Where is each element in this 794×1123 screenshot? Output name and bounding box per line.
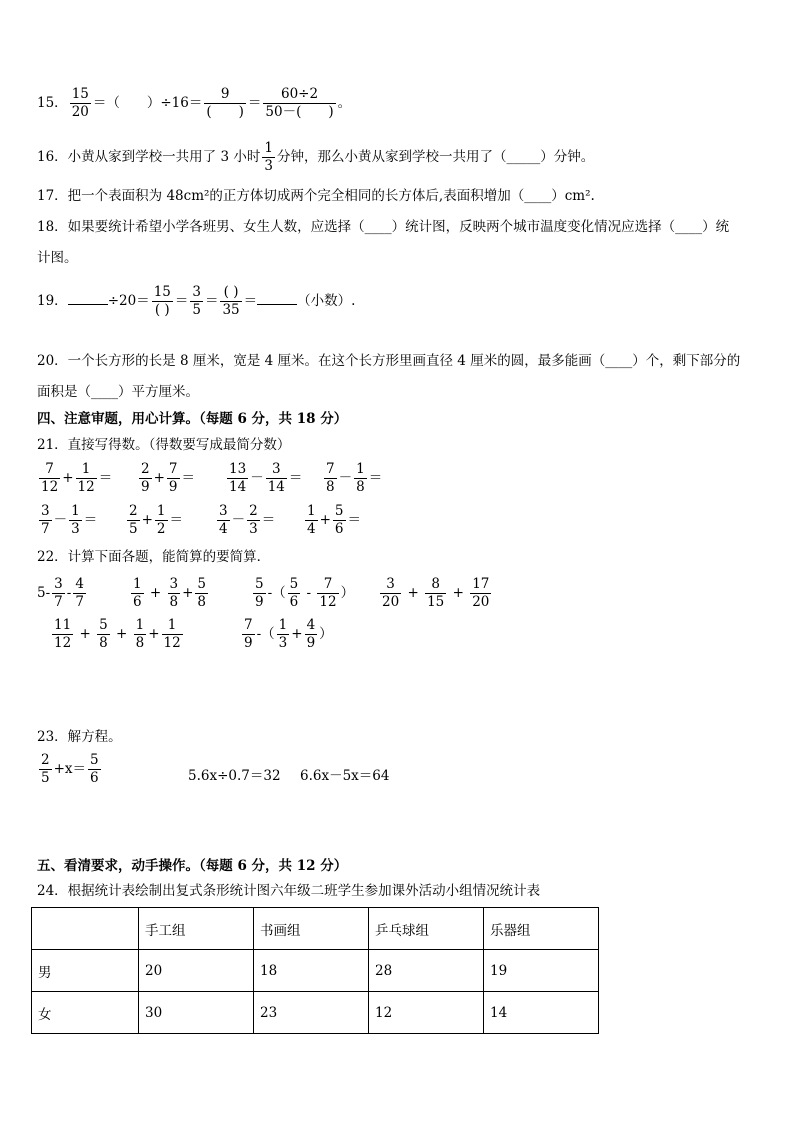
denominator: 5 [41, 770, 50, 786]
q15-number: 15． [37, 95, 68, 111]
table-cell: 23 [254, 992, 369, 1034]
numerator: 9 [220, 86, 230, 102]
fraction [262, 140, 275, 175]
numerator: ( ) [223, 284, 239, 300]
fraction [168, 576, 181, 611]
question-15 [37, 86, 351, 121]
fraction [425, 576, 446, 611]
question-18-line1: 18．如果要统计希望小学各班男、女生人数，应选择（____）统计图，反映两个城市温度变化情况应选择（____）统 [37, 219, 730, 235]
denominator: 20 [382, 594, 400, 610]
fraction [97, 617, 110, 652]
operator: + [115, 626, 128, 642]
table-cell: 20 [139, 950, 254, 992]
activity-statistics-table [31, 907, 599, 1034]
operator: + [149, 585, 162, 601]
fraction [155, 503, 168, 538]
fraction [277, 617, 290, 652]
denominator: 8 [169, 594, 179, 610]
q19-post: （小数）. [297, 293, 356, 309]
q19-eq: ＝ [204, 293, 219, 309]
q19-eq: ＝ [243, 293, 258, 309]
fraction [39, 461, 60, 496]
fraction [195, 576, 208, 611]
numerator: 5 [197, 576, 206, 592]
numerator: 1 [71, 503, 80, 519]
numerator: 1 [356, 461, 365, 477]
denominator: 8 [99, 635, 108, 651]
q21-expression [215, 503, 275, 538]
numerator: 11 [54, 617, 72, 633]
denominator: 14 [267, 479, 285, 495]
fraction [152, 284, 173, 319]
answer-blank [68, 304, 108, 305]
fraction [380, 576, 401, 611]
numerator: 1 [264, 140, 273, 156]
fraction [288, 576, 301, 611]
denominator: 4 [219, 521, 228, 537]
numerator: 13 [229, 461, 247, 477]
fraction [162, 617, 183, 652]
q21-expression [322, 461, 382, 496]
equals: ＝ [98, 470, 113, 486]
denominator: 35 [222, 302, 240, 318]
denominator: 20 [472, 594, 490, 610]
table-cell: 19 [484, 950, 599, 992]
q15-end: 。 [337, 95, 352, 111]
question-21-title: 21．直接写得数。（得数要写成最简分数） [37, 437, 291, 453]
q22-expression-5 [50, 617, 185, 652]
fraction [52, 617, 73, 652]
denominator: 15 [427, 594, 445, 610]
numerator: 1 [167, 617, 177, 633]
equals: ＝ [288, 470, 303, 486]
denominator: 50－( ) [265, 104, 334, 120]
operator: － [53, 512, 68, 528]
q21-expression [225, 461, 302, 496]
numerator: 17 [472, 576, 490, 592]
numerator: 1 [307, 503, 316, 519]
question-23-title: 23．解方程。 [37, 729, 122, 745]
numerator: 3 [192, 284, 201, 300]
q19-eq: ＝ [174, 293, 189, 309]
q21-expression [303, 503, 361, 538]
q22-expression-4 [378, 576, 493, 611]
question-20-line1: 20．一个长方形的长是 8 厘米，宽是 4 厘米。在这个长方形里画直径 4 厘米的圆，最多能画（____）个，剩下部分的 [37, 353, 741, 369]
question-17: 17．把一个表面积为 48cm²的正方体切成两个完全相同的长方体后,表面积增加（____）cm². [37, 188, 595, 204]
operator: － [231, 512, 246, 528]
fraction [253, 576, 266, 611]
fraction [247, 503, 260, 538]
numerator: 15 [71, 86, 89, 102]
denominator: 5 [192, 302, 201, 318]
operator: + [319, 512, 331, 528]
fraction [167, 461, 180, 496]
fraction [190, 284, 203, 319]
q15-eq2: ＝ [247, 95, 262, 111]
table-cell: 14 [484, 992, 599, 1034]
question-20-line2: 面积是（____）平方厘米。 [37, 384, 199, 400]
denominator: 6 [133, 594, 142, 610]
numerator: 7 [244, 617, 253, 633]
denominator: 8 [326, 479, 335, 495]
denominator: 2 [156, 521, 166, 537]
denominator: 12 [54, 635, 72, 651]
equation-middle: +x＝ [53, 761, 87, 777]
denominator: 9 [168, 479, 178, 495]
question-16 [37, 140, 594, 175]
table-header-cell: 乒乓球组 [369, 908, 484, 950]
numerator: 2 [129, 503, 138, 519]
denominator: 8 [356, 479, 365, 495]
fraction [470, 576, 491, 611]
denominator: 9 [244, 635, 253, 651]
q21-expression [37, 461, 112, 496]
numerator: 5 [99, 617, 108, 633]
denominator: 12 [319, 594, 337, 610]
equals: ＝ [261, 512, 276, 528]
operator: -（ [267, 585, 286, 601]
denominator: 9 [306, 635, 316, 651]
question-24-title: 24．根据统计表绘制出复式条形统计图六年级二班学生参加课外活动小组情况统计表 [37, 883, 541, 899]
denominator: 7 [54, 594, 63, 610]
fraction [217, 503, 230, 538]
fraction [227, 461, 248, 496]
fraction [39, 503, 52, 538]
equals: ＝ [181, 470, 195, 486]
numerator: 2 [41, 752, 50, 768]
fraction [305, 503, 318, 538]
numerator: 5 [90, 752, 99, 768]
section-4-title: 四、注意审题，用心计算。（每题 6 分，共 18 分） [37, 411, 348, 427]
question-22-title: 22．计算下面各题，能简算的要简算． [37, 549, 271, 565]
fraction [127, 503, 140, 538]
table-cell: 12 [369, 992, 484, 1034]
fraction [220, 284, 241, 319]
q23-equation-2: 5.6x÷0.7＝32 [188, 768, 281, 784]
q19-div: ÷20＝ [107, 293, 150, 309]
table-header-row [32, 908, 599, 950]
denominator: 3 [249, 521, 258, 537]
question-19 [37, 284, 355, 319]
denominator: 14 [229, 479, 247, 495]
operator: － [250, 470, 264, 486]
question-18-line2: 计图。 [37, 250, 78, 266]
fraction [263, 86, 335, 121]
denominator: 8 [197, 594, 206, 610]
fraction [52, 576, 65, 611]
numerator: 3 [271, 461, 281, 477]
numerator: 15 [153, 284, 171, 300]
numerator: 7 [323, 576, 333, 592]
q15-eq1: ＝（ ）÷16＝ [92, 95, 203, 111]
fraction [266, 461, 287, 496]
operator: + [452, 585, 464, 601]
numerator: 4 [75, 576, 84, 592]
q23-equation-1 [37, 752, 103, 787]
numerator: 5 [289, 576, 299, 592]
numerator: 3 [54, 576, 63, 592]
operator: + [141, 512, 153, 528]
q16-post: 分钟，那么小黄从家到学校一共用了（_____）分钟。 [276, 149, 595, 165]
operator: － [338, 470, 353, 486]
q19-number: 19． [37, 293, 68, 309]
denominator: 9 [141, 479, 150, 495]
denominator: 3 [264, 158, 273, 174]
operator: + [291, 626, 303, 642]
lead: 5- [37, 585, 51, 601]
operator: + [153, 470, 165, 486]
table-cell: 男 [32, 950, 139, 992]
numerator: 5 [255, 576, 264, 592]
fraction [242, 617, 255, 652]
fraction [324, 461, 337, 496]
denominator: 8 [135, 635, 145, 651]
numerator: 4 [306, 617, 316, 633]
equals: ＝ [83, 512, 98, 528]
q22-expression-6 [240, 617, 333, 652]
q16-pre: 16．小黄从家到学校一共用了 3 小时 [37, 149, 261, 165]
numerator: 3 [41, 503, 50, 519]
fraction [70, 86, 91, 121]
table-header-cell [32, 908, 139, 950]
operator: - [66, 585, 72, 601]
table-cell: 女 [32, 992, 139, 1034]
fraction [139, 461, 152, 496]
fraction [204, 86, 246, 121]
numerator: 2 [141, 461, 150, 477]
fraction [134, 617, 147, 652]
equals: ＝ [368, 470, 383, 486]
fraction [354, 461, 367, 496]
numerator: 3 [169, 576, 179, 592]
operator: + [407, 585, 419, 601]
denominator: ( ) [206, 104, 244, 120]
numerator: 8 [431, 576, 440, 592]
table-header-cell: 手工组 [139, 908, 254, 950]
operator: + [79, 626, 91, 642]
fraction [131, 576, 144, 611]
numerator: 1 [278, 617, 288, 633]
q21-expression [137, 461, 195, 496]
table-row [32, 950, 599, 992]
paren: ） [340, 585, 355, 601]
operator: - [306, 585, 312, 601]
table-header-cell: 乐器组 [484, 908, 599, 950]
denominator: 6 [90, 770, 99, 786]
numerator: 7 [168, 461, 178, 477]
fraction [317, 576, 338, 611]
numerator: 1 [135, 617, 145, 633]
fraction [305, 617, 318, 652]
q22-expression-1 [37, 576, 88, 611]
denominator: 6 [334, 521, 344, 537]
q21-expression [37, 503, 97, 538]
numerator: 1 [81, 461, 91, 477]
q22-expression-3 [251, 576, 354, 611]
denominator: ( ) [152, 301, 173, 319]
table-header-cell: 书画组 [254, 908, 369, 950]
operator: + [148, 626, 160, 642]
fraction [88, 752, 101, 787]
operator: + [62, 470, 74, 486]
numerator: 3 [219, 503, 228, 519]
denominator: 12 [163, 635, 181, 651]
denominator: 9 [255, 594, 264, 610]
denominator: 12 [77, 479, 95, 495]
numerator: 1 [156, 503, 166, 519]
table-cell: 28 [369, 950, 484, 992]
equals: ＝ [347, 512, 361, 528]
operator: -（ [256, 626, 275, 642]
table-cell: 30 [139, 992, 254, 1034]
numerator: 3 [386, 576, 395, 592]
denominator: 6 [289, 594, 299, 610]
fraction [69, 503, 82, 538]
denominator: 12 [41, 479, 59, 495]
numerator: 2 [249, 503, 258, 519]
denominator: 7 [75, 594, 84, 610]
fraction [73, 576, 86, 611]
q22-expression-2 [129, 576, 210, 611]
paren: ） [319, 626, 333, 642]
fraction [76, 461, 97, 496]
denominator: 3 [71, 521, 80, 537]
operator: + [182, 585, 194, 601]
numerator: 60÷2 [280, 86, 319, 102]
table-cell: 18 [254, 950, 369, 992]
equals: ＝ [169, 512, 183, 528]
numerator: 7 [326, 461, 335, 477]
answer-blank [257, 304, 297, 305]
numerator: 7 [45, 461, 54, 477]
denominator: 4 [307, 521, 316, 537]
q23-equation-3: 6.6x－5x＝64 [300, 768, 390, 784]
q21-expression [125, 503, 183, 538]
denominator: 20 [71, 104, 89, 120]
denominator: 3 [278, 635, 288, 651]
denominator: 5 [129, 521, 138, 537]
section-5-title: 五、看清要求，动手操作。（每题 6 分，共 12 分） [37, 858, 348, 874]
numerator: 5 [334, 503, 344, 519]
table-row [32, 992, 599, 1034]
denominator: 7 [41, 521, 50, 537]
fraction [39, 752, 52, 787]
fraction [333, 503, 346, 538]
numerator: 1 [133, 576, 142, 592]
